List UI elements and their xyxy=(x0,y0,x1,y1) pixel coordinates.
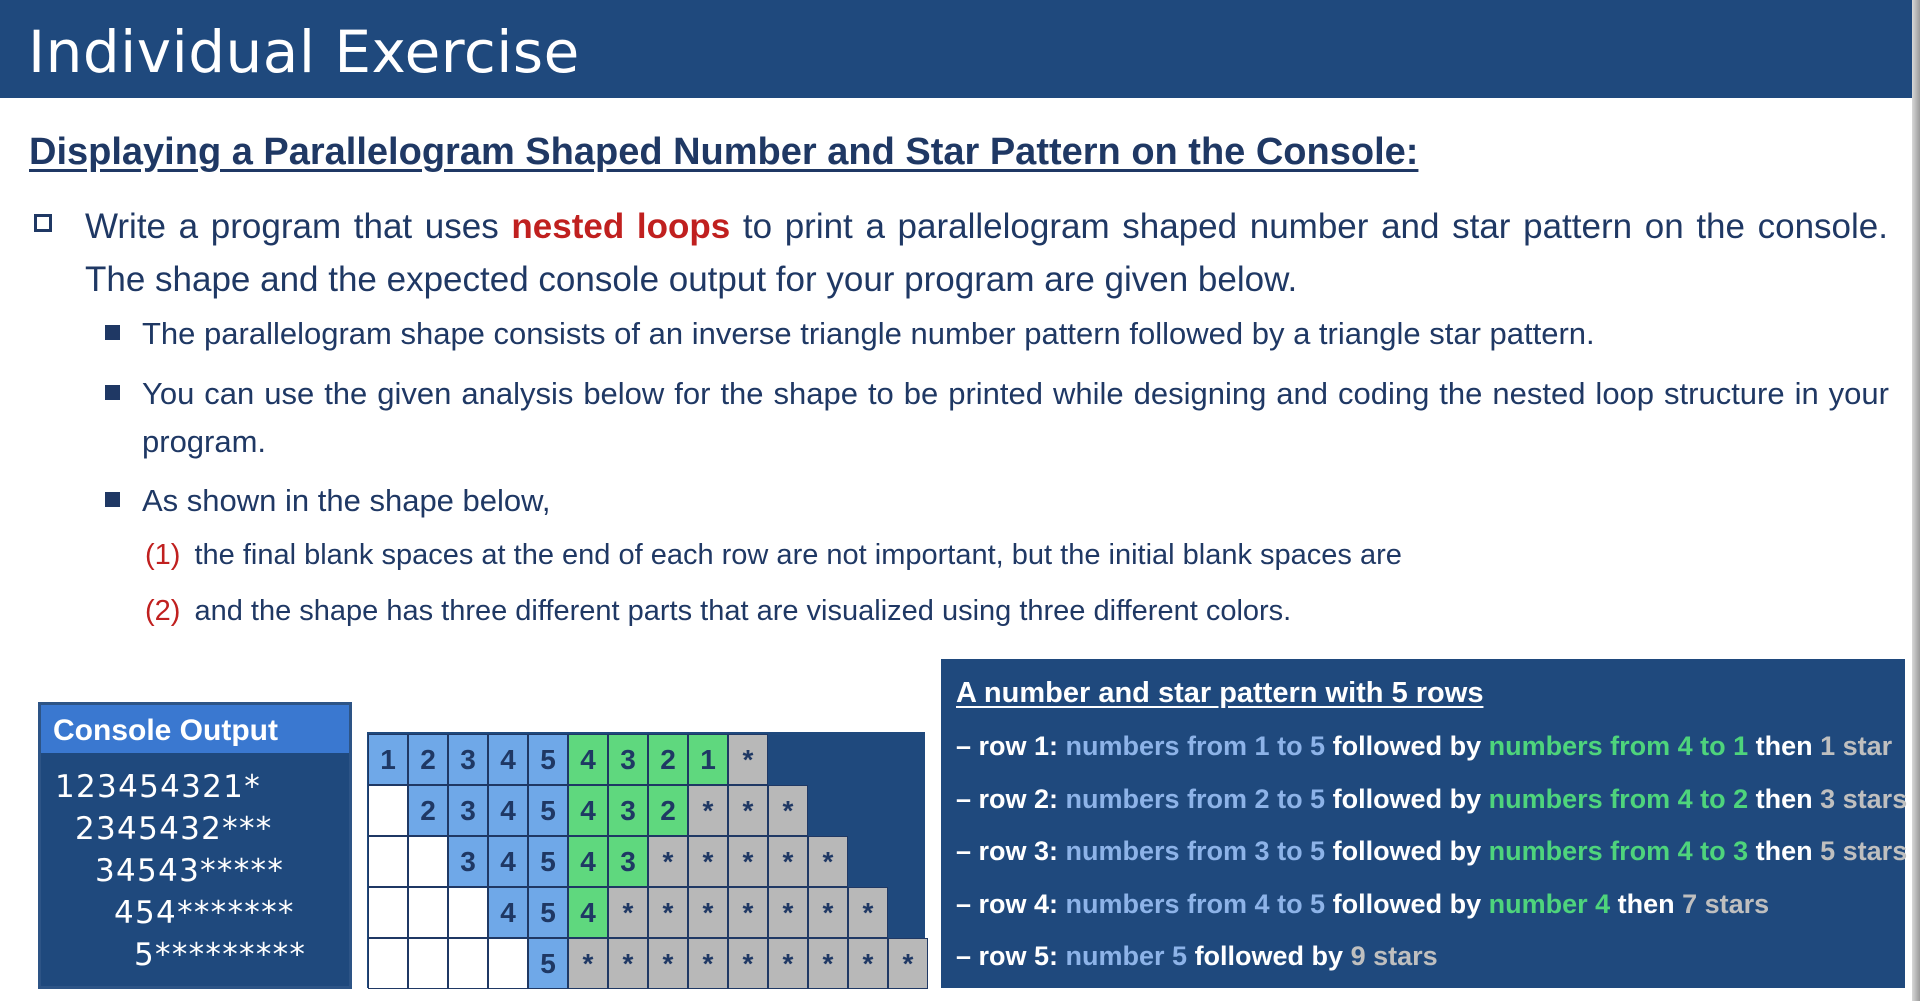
page-title: Individual Exercise xyxy=(28,18,580,86)
console-line: 2345432*** xyxy=(75,811,273,847)
analysis-row-segment: 7 stars xyxy=(1682,888,1770,919)
sub-bullet-text: As shown in the shape below, xyxy=(142,483,551,518)
analysis-row-segment: numbers from 2 to 5 xyxy=(1065,783,1326,814)
star-cell: * xyxy=(608,938,648,989)
number-cell: 4 xyxy=(568,785,608,836)
analysis-row-segment: – row 2: xyxy=(956,783,1066,814)
analysis-row-segment: numbers from 4 to 2 xyxy=(1488,783,1749,814)
analysis-row-segment: – row 4: xyxy=(956,888,1066,919)
analysis-panel xyxy=(941,659,1908,988)
star-cell: * xyxy=(648,836,688,887)
analysis-row-segment: followed by xyxy=(1325,731,1489,761)
analysis-row-segment: 1 star xyxy=(1820,731,1893,761)
number-cell: 1 xyxy=(688,734,728,785)
analysis-row-segment: then xyxy=(1748,836,1821,866)
console-line: 454******* xyxy=(114,895,295,931)
star-cell: * xyxy=(608,887,648,938)
analysis-row-segment: followed by xyxy=(1325,888,1489,919)
star-cell: * xyxy=(848,938,888,989)
star-cell: * xyxy=(688,887,728,938)
nested-loops-highlight: nested loops xyxy=(511,207,731,246)
star-cell: * xyxy=(728,887,768,938)
star-cell: * xyxy=(728,836,768,887)
star-cell: * xyxy=(688,938,728,989)
analysis-row xyxy=(956,836,1907,867)
hollow-square-bullet-icon xyxy=(34,214,52,232)
analysis-row-segment: then xyxy=(1748,783,1821,814)
number-cell: 4 xyxy=(568,887,608,938)
number-cell: 3 xyxy=(448,734,488,785)
analysis-row-segment: numbers from 4 to 1 xyxy=(1488,731,1749,761)
analysis-row-segment: – row 1: xyxy=(956,731,1066,761)
analysis-row-segment: number 5 xyxy=(1065,941,1188,971)
star-cell: * xyxy=(808,938,848,989)
blank-cell xyxy=(408,887,448,938)
pattern-grid xyxy=(367,732,925,988)
numbered-item xyxy=(145,595,1291,628)
analysis-row-segment: 5 stars xyxy=(1820,836,1908,866)
star-cell: * xyxy=(728,938,768,989)
analysis-row-segment: number 4 xyxy=(1488,888,1611,919)
number-cell: 4 xyxy=(568,836,608,887)
star-cell: * xyxy=(848,887,888,938)
sub-bullet-text: The parallelogram shape consists of an inverse triangle number pattern followed by a triangle star pattern. xyxy=(142,316,1595,351)
number-cell: 1 xyxy=(368,734,408,785)
slide-edge-shadow xyxy=(1912,0,1920,1001)
analysis-row xyxy=(956,941,1438,972)
star-cell: * xyxy=(648,887,688,938)
star-cell: * xyxy=(768,785,808,836)
blank-cell xyxy=(368,938,408,989)
number-cell: 3 xyxy=(448,836,488,887)
star-cell: * xyxy=(568,938,608,989)
analysis-row-segment: numbers from 1 to 5 xyxy=(1065,731,1326,761)
number-cell: 4 xyxy=(488,836,528,887)
console-output-title: Console Output xyxy=(41,705,349,753)
number-cell: 5 xyxy=(528,836,568,887)
analysis-row-segment: followed by xyxy=(1187,941,1351,971)
sub-bullet-text: You can use the given analysis below for the shape to be printed while designing and coding the nested loop structure in your program. xyxy=(142,376,1889,459)
star-cell: * xyxy=(688,836,728,887)
star-cell: * xyxy=(808,887,848,938)
analysis-row-segment: then xyxy=(1748,731,1821,761)
number-cell: 2 xyxy=(648,785,688,836)
star-cell: * xyxy=(648,938,688,989)
console-line: 5********* xyxy=(134,937,307,973)
star-cell: * xyxy=(808,836,848,887)
console-line: 34543***** xyxy=(95,853,285,889)
number-cell: 2 xyxy=(648,734,688,785)
main-bullet-post: to print a parallelogram shaped number and star pattern on the console. The shape and the expected console output for your program are given below. xyxy=(85,207,1888,299)
blank-cell xyxy=(408,938,448,989)
square-bullet-icon xyxy=(105,325,120,340)
analysis-row-segment: – row 5: xyxy=(956,941,1066,971)
number-cell: 5 xyxy=(528,938,568,989)
main-bullet-pre: Write a program that uses xyxy=(85,207,512,246)
square-bullet-icon xyxy=(105,385,120,400)
number-cell: 4 xyxy=(488,887,528,938)
number-cell: 5 xyxy=(528,887,568,938)
analysis-row-segment: numbers from 3 to 5 xyxy=(1065,836,1326,866)
star-cell: * xyxy=(688,785,728,836)
number-cell: 3 xyxy=(608,836,648,887)
sub-bullet xyxy=(105,310,1889,358)
item-number: (2) xyxy=(145,595,181,627)
analysis-row-segment: numbers from 4 to 5 xyxy=(1065,888,1326,919)
blank-cell xyxy=(488,938,528,989)
header-bar xyxy=(0,0,1912,98)
star-cell: * xyxy=(728,734,768,785)
sub-bullet xyxy=(105,477,1889,525)
analysis-row-segment: 9 stars xyxy=(1350,941,1438,971)
item-text: the final blank spaces at the end of each row are not important, but the initial blank spaces are xyxy=(194,539,1402,571)
number-cell: 4 xyxy=(568,734,608,785)
analysis-row-segment: numbers from 4 to 3 xyxy=(1488,836,1749,866)
item-text: and the shape has three different parts that are visualized using three different colors. xyxy=(194,595,1292,627)
star-cell: * xyxy=(728,785,768,836)
analysis-row-segment: – row 3: xyxy=(956,836,1066,866)
console-line: 123454321* xyxy=(55,769,262,805)
analysis-row-segment: followed by xyxy=(1325,783,1489,814)
blank-cell xyxy=(368,785,408,836)
analysis-title: A number and star pattern with 5 rows xyxy=(956,677,1484,709)
number-cell: 3 xyxy=(448,785,488,836)
blank-cell xyxy=(448,938,488,989)
number-cell: 2 xyxy=(408,785,448,836)
blank-cell xyxy=(448,887,488,938)
analysis-row-segment: 3 stars xyxy=(1820,783,1908,814)
number-cell: 5 xyxy=(528,734,568,785)
analysis-row-segment: followed by xyxy=(1325,836,1489,866)
main-bullet-text xyxy=(85,200,1888,306)
star-cell: * xyxy=(768,938,808,989)
star-cell: * xyxy=(768,887,808,938)
number-cell: 4 xyxy=(488,785,528,836)
main-bullet xyxy=(30,200,1888,306)
number-cell: 3 xyxy=(608,734,648,785)
number-cell: 2 xyxy=(408,734,448,785)
number-cell: 3 xyxy=(608,785,648,836)
blank-cell xyxy=(368,887,408,938)
analysis-row-segment: then xyxy=(1610,888,1683,919)
star-cell: * xyxy=(888,938,928,989)
exercise-subtitle: Displaying a Parallelogram Shaped Number and Star Pattern on the Console: xyxy=(29,131,1419,173)
square-bullet-icon xyxy=(105,492,120,507)
blank-cell xyxy=(368,836,408,887)
analysis-row xyxy=(956,889,1769,920)
number-cell: 4 xyxy=(488,734,528,785)
analysis-row xyxy=(956,784,1907,815)
analysis-row xyxy=(956,731,1892,762)
sub-bullet xyxy=(105,370,1889,466)
star-cell: * xyxy=(768,836,808,887)
blank-cell xyxy=(408,836,448,887)
item-number: (1) xyxy=(145,539,181,571)
number-cell: 5 xyxy=(528,785,568,836)
numbered-item xyxy=(145,539,1402,572)
console-output-panel xyxy=(38,702,352,989)
